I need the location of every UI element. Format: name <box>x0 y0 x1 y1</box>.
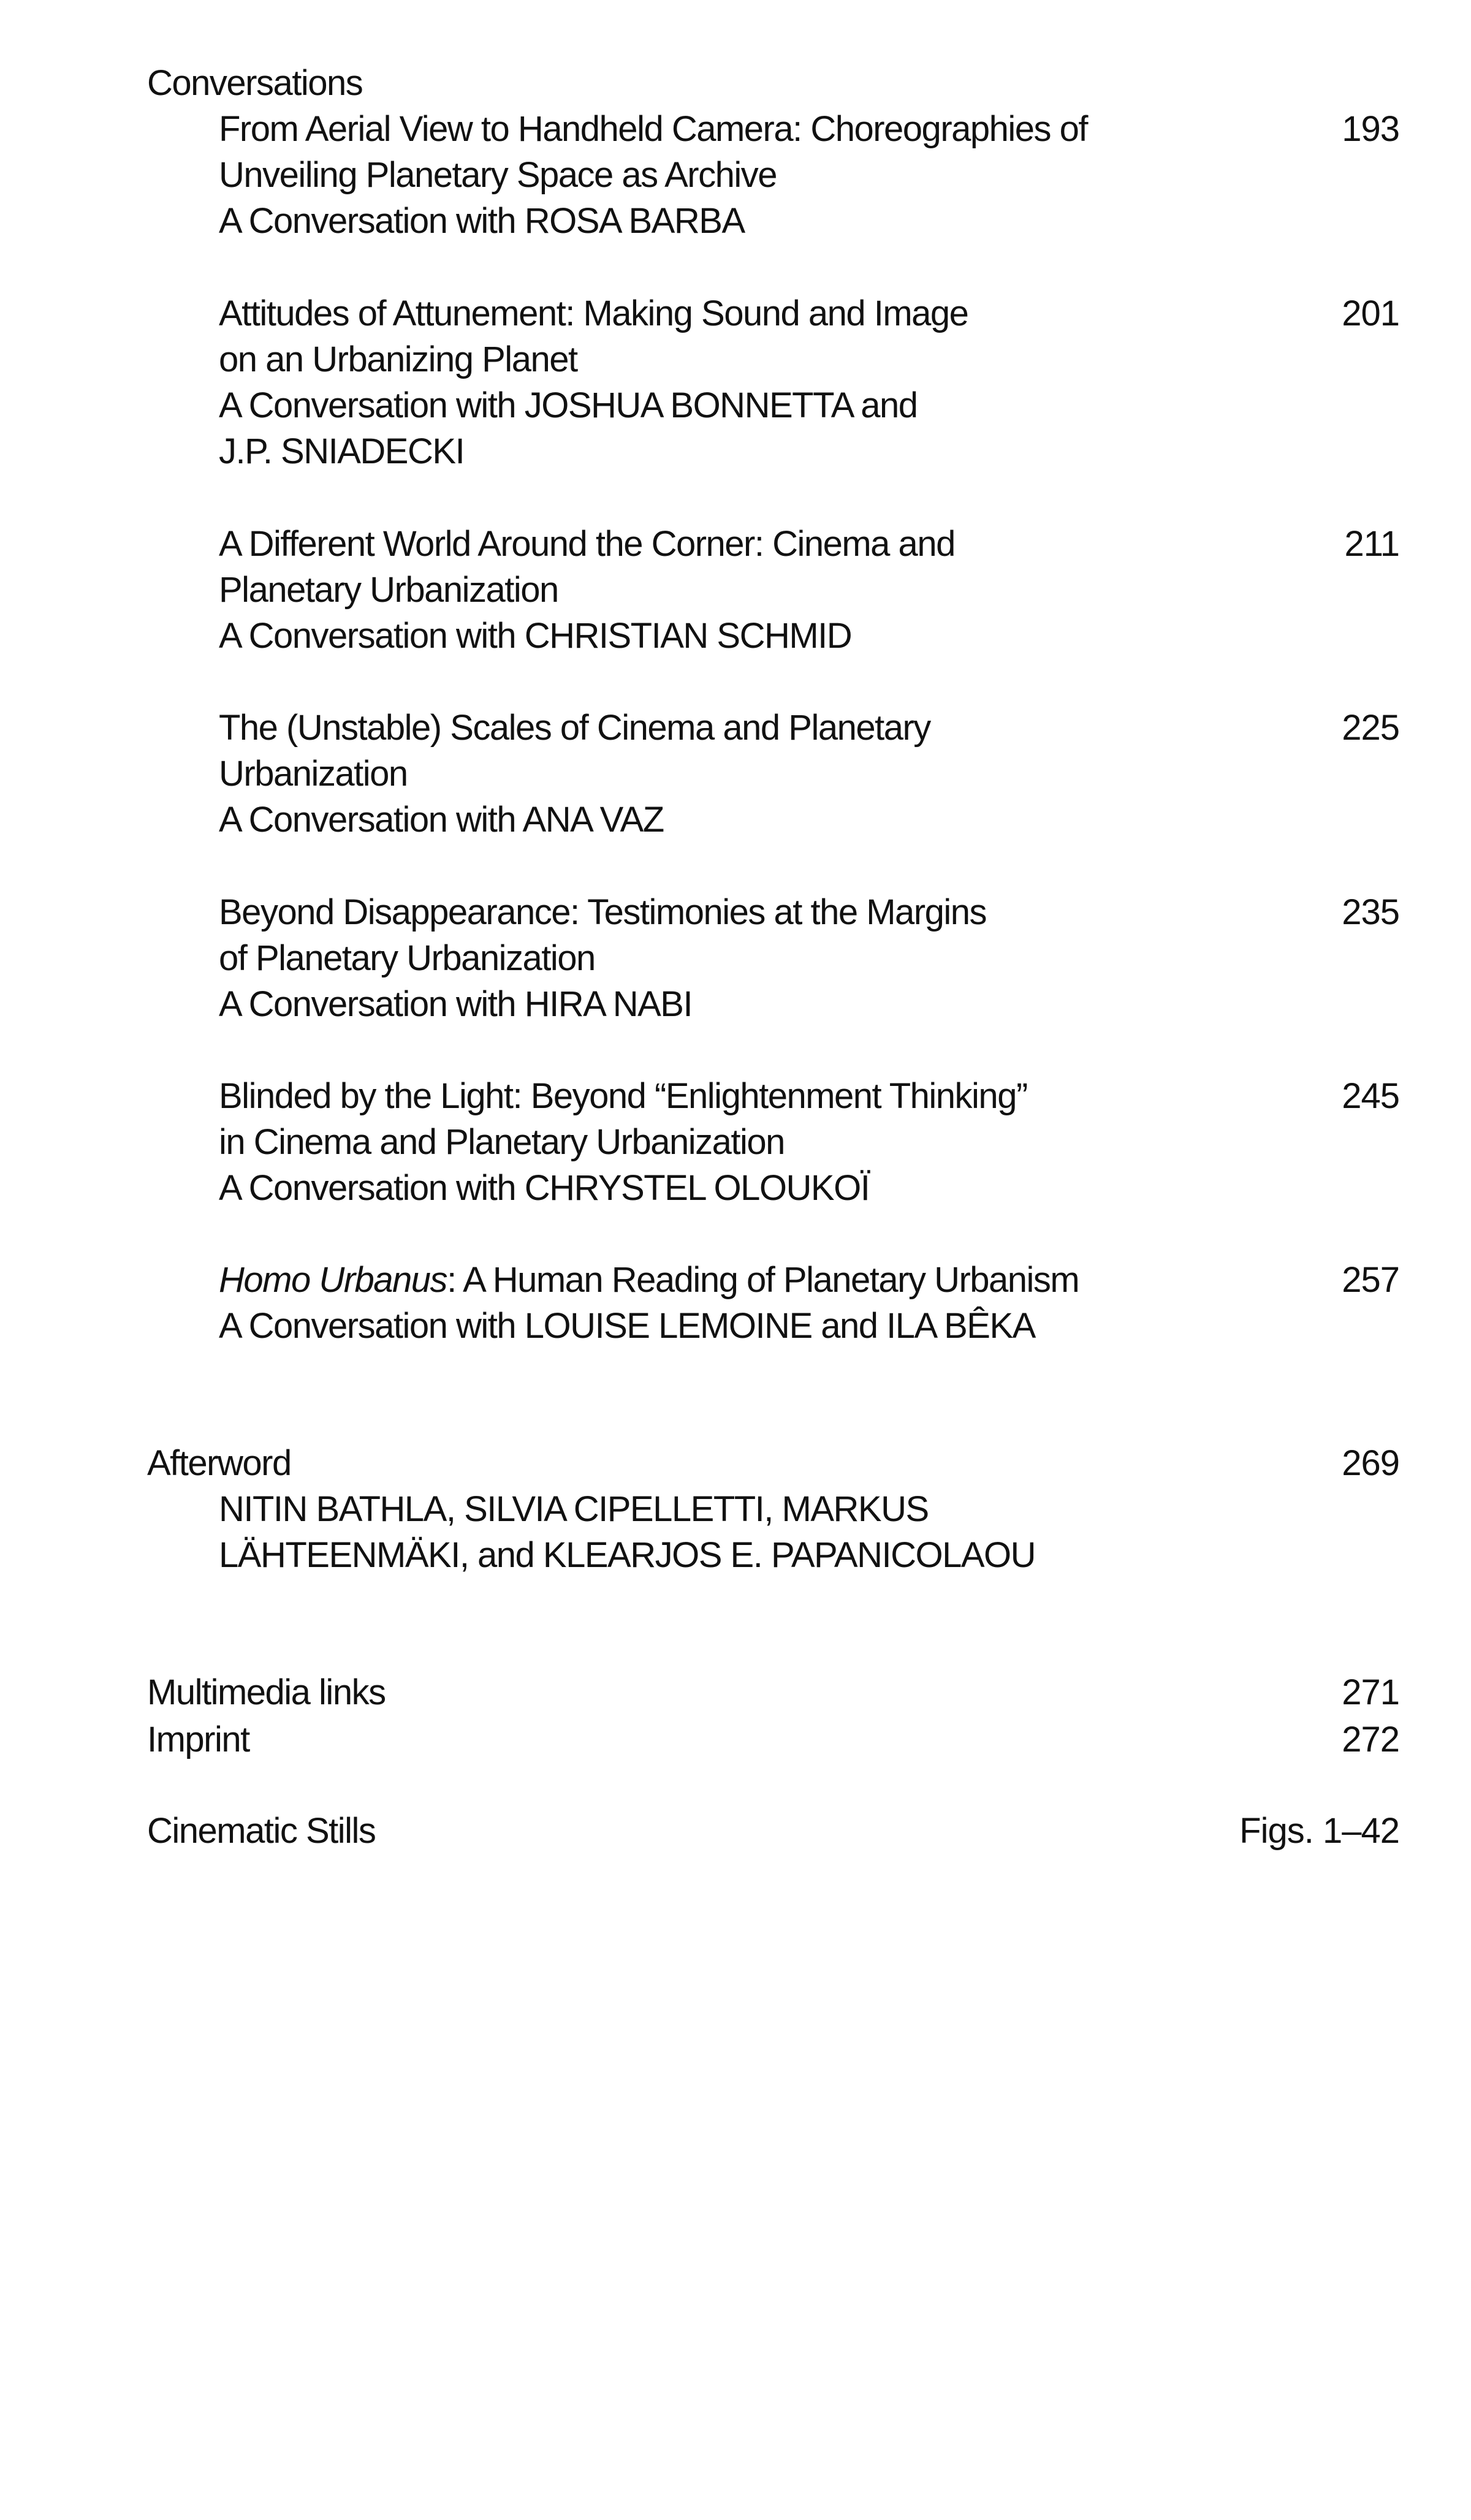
multimedia-label: Multimedia links <box>147 1672 386 1712</box>
page-number: 245 <box>1342 1076 1399 1116</box>
entry-title: From Aerial View to Handheld Camera: Choreographies of <box>219 109 1088 149</box>
entry-byline: J.P. SNIADECKI <box>219 431 465 471</box>
afterword-authors: LÄHTEENMÄKI, and KLEARJOS E. PAPANICOLAOU <box>219 1535 1036 1575</box>
entry-title: Blinded by the Light: Beyond “Enlightenment Thinking” <box>219 1076 1027 1116</box>
entry-title-rest: : A Human Reading of Planetary Urbanism <box>447 1260 1079 1300</box>
page-number: 193 <box>1342 109 1399 149</box>
entry-title-italic: Homo Urbanus <box>219 1260 447 1300</box>
page-number: 269 <box>1342 1443 1399 1483</box>
entry-title <box>219 1257 1079 1303</box>
page-number: 235 <box>1342 892 1399 932</box>
entry-byline: A Conversation with LOUISE LEMOINE and ILA BÊKA <box>219 1306 1035 1346</box>
page-number: 211 <box>1344 524 1399 564</box>
imprint-label: Imprint <box>147 1720 249 1759</box>
entry-byline: A Conversation with JOSHUA BONNETTA and <box>219 385 918 425</box>
page-number: Figs. 1–42 <box>1239 1811 1399 1851</box>
entry-byline: A Conversation with CHRYSTEL OLOUKOÏ <box>219 1168 870 1208</box>
page-number: 272 <box>1342 1720 1399 1759</box>
entry-byline: A Conversation with CHRISTIAN SCHMID <box>219 616 852 656</box>
entry-title: of Planetary Urbanization <box>219 938 595 978</box>
entry-title: in Cinema and Planetary Urbanization <box>219 1122 785 1162</box>
entry-title: Beyond Disappearance: Testimonies at the Margins <box>219 892 987 932</box>
entry-byline: A Conversation with HIRA NABI <box>219 984 693 1024</box>
entry-title: A Different World Around the Corner: Cinema and <box>219 524 955 564</box>
entry-title: Planetary Urbanization <box>219 570 558 610</box>
page-number: 271 <box>1342 1672 1399 1712</box>
page-number: 225 <box>1342 708 1399 748</box>
entry-title: The (Unstable) Scales of Cinema and Planetary <box>219 708 930 748</box>
entry-byline: A Conversation with ROSA BARBA <box>219 201 745 241</box>
afterword-authors: NITIN BATHLA, SILVIA CIPELLETTI, MARKUS <box>219 1489 929 1529</box>
entry-title: Urbanization <box>219 754 408 794</box>
page-number: 201 <box>1342 294 1399 333</box>
conversations-heading: Conversations <box>147 63 363 103</box>
entry-byline: A Conversation with ANA VAZ <box>219 800 664 840</box>
stills-label: Cinematic Stills <box>147 1811 376 1851</box>
afterword-heading: Afterword <box>147 1443 291 1483</box>
page-number: 257 <box>1342 1260 1399 1300</box>
entry-title: on an Urbanizing Planet <box>219 340 577 379</box>
entry-title: Unveiling Planetary Space as Archive <box>219 155 777 195</box>
entry-title: Attitudes of Attunement: Making Sound and Image <box>219 294 968 333</box>
